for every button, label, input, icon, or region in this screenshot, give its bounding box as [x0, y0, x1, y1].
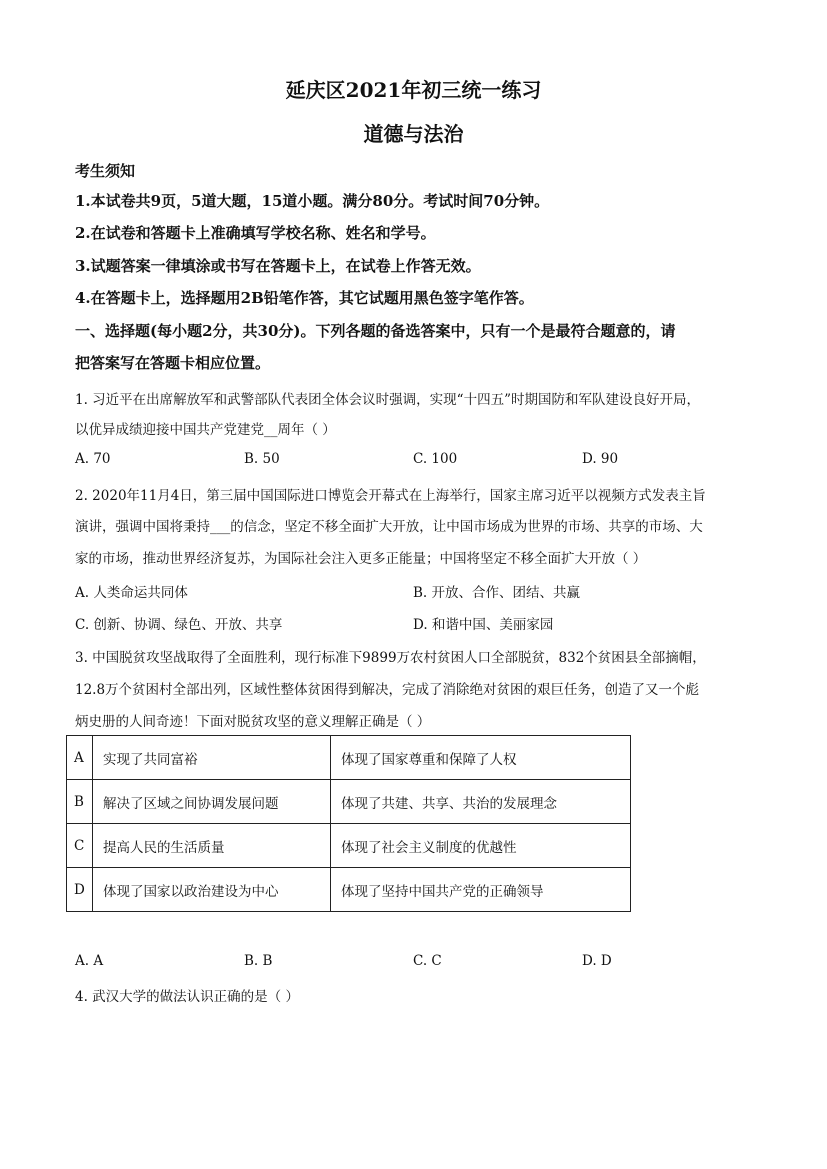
option-a: A. 70: [75, 451, 111, 467]
question-text: 炳史册的人间奇迹！下面对脱贫攻坚的意义理解正确是（ ）: [75, 714, 431, 730]
table-row: [67, 868, 631, 912]
table-cell: D: [67, 868, 93, 912]
table-cell: A: [67, 736, 93, 780]
notice-item: 4.在答题卡上，选择题用2B铅笔作答，其它试题用黑色签字笔作答。: [75, 289, 534, 307]
notice-item: 3.试题答案一律填涂或书写在答题卡上，在试卷上作答无效。: [75, 257, 481, 275]
option-c: C. C: [413, 953, 442, 969]
notice-item: 1.本试卷共9页，5道大题，15道小题。满分80分。考试时间70分钟。: [75, 192, 550, 210]
option-b: B. 开放、合作、团结、共赢: [413, 585, 581, 601]
table-cell: 实现了共同富裕: [93, 736, 331, 780]
option-d: D. 90: [582, 451, 619, 467]
table-cell: 体现了社会主义制度的优越性: [331, 824, 631, 868]
table-cell: 体现了共建、共享、共治的发展理念: [331, 780, 631, 824]
option-a: A. 人类命运共同体: [75, 585, 188, 601]
option-b: B. B: [244, 953, 273, 969]
question-text: 4. 武汉大学的做法认识正确的是（ ）: [75, 989, 299, 1005]
table-cell: 体现了国家以政治建设为中心: [93, 868, 331, 912]
question-text: 演讲，强调中国将秉持___的信念，坚定不移全面扩大开放，让中国市场成为世界的市场、共享的市场、大: [75, 519, 703, 535]
table-cell: C: [67, 824, 93, 868]
question-text: 以优异成绩迎接中国共产党建党__周年（ ）: [75, 422, 336, 438]
table-row: [67, 780, 631, 824]
exam-subject: 道德与法治: [363, 122, 464, 146]
table-row: [67, 824, 631, 868]
option-a: A. A: [75, 953, 104, 969]
exam-title: 延庆区2021年初三统一练习: [285, 78, 542, 102]
question-text: 家的市场，推动世界经济复苏，为国际社会注入更多正能量；中国将坚定不移全面扩大开放（ ）: [75, 551, 647, 567]
answer-table: [66, 735, 631, 912]
question-text: 3. 中国脱贫攻坚战取得了全面胜利，现行标准下9899万农村贫困人口全部脱贫，832个贫困县全部摘帽，: [75, 650, 706, 666]
option-c: C. 创新、协调、绿色、开放、共享: [75, 617, 283, 633]
question-text: 2. 2020年11月4日，第三届中国国际进口博览会开幕式在上海举行，国家主席习近平以视频方式发表主旨: [75, 488, 706, 504]
table-cell: 解决了区域之间协调发展问题: [93, 780, 331, 824]
option-d: D. D: [582, 953, 612, 969]
option-d: D. 和谐中国、美丽家园: [413, 617, 554, 633]
notice-heading: 考生须知: [75, 162, 136, 180]
table-row: [67, 736, 631, 780]
section-heading: 把答案写在答题卡相应位置。: [75, 354, 271, 372]
question-text: 1. 习近平在出席解放军和武警部队代表团全体会议时强调，实现“十四五”时期国防和军队建设良好开局，: [75, 392, 700, 408]
table-cell: 体现了坚持中国共产党的正确领导: [331, 868, 631, 912]
notice-item: 2.在试卷和答题卡上准确填写学校名称、姓名和学号。: [75, 224, 436, 242]
option-b: B. 50: [244, 451, 280, 467]
table-cell: 体现了国家尊重和保障了人权: [331, 736, 631, 780]
question-text: 12.8万个贫困村全部出列，区域性整体贫困得到解决，完成了消除绝对贫困的艰巨任务，创造了又一个彪: [75, 682, 700, 698]
section-heading: 一、选择题(每小题2分，共30分)。下列各题的备选答案中，只有一个是最符合题意的，请: [75, 322, 676, 340]
table-cell: B: [67, 780, 93, 824]
option-c: C. 100: [413, 451, 458, 467]
table-cell: 提高人民的生活质量: [93, 824, 331, 868]
